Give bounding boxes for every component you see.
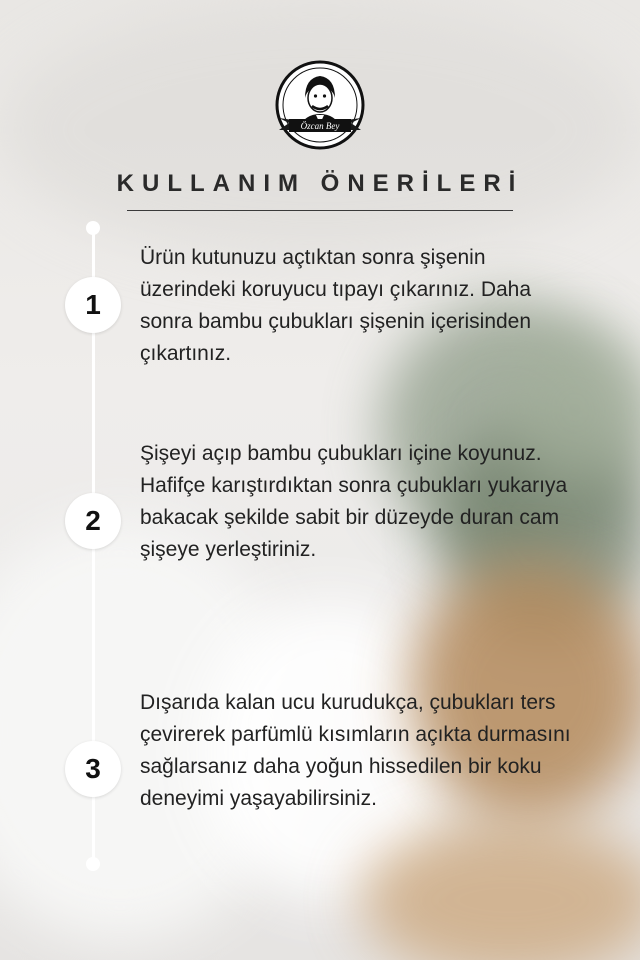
page-title: KULLANIM ÖNERİLERİ (116, 170, 524, 197)
brand-name: Özcan Bey (300, 121, 340, 131)
step-number-badge: 2 (65, 493, 121, 549)
brand-logo (275, 60, 365, 150)
step-number-badge: 1 (65, 277, 121, 333)
step-text: Dışarıda kalan ucu kurudukça, çubukları ters çevirerek parfümlü kısımların açıkta durmasını sağlarsanız daha yoğun hissedilen bir koku deneyimi yaşayabilirsiniz. (140, 691, 571, 810)
timeline-start-dot (86, 221, 100, 235)
step-text: Ürün kutunuzu açtıktan sonra şişenin üzerindeki koruyucu tıpayı çıkarınız. Daha sonra bambu çubukları şişenin içerisinden çıkartınız. (140, 246, 532, 365)
step-text: Şişeyi açıp bambu çubukları içine koyunuz. Hafifçe karıştırdıktan sonra çubukları yukarıya bakacak şekilde sabit bir düzeyde duran cam şişeye yerleştiriniz. (140, 442, 568, 561)
step-number-badge: 3 (65, 741, 121, 797)
title-divider (127, 210, 513, 211)
timeline-end-dot (86, 857, 100, 871)
